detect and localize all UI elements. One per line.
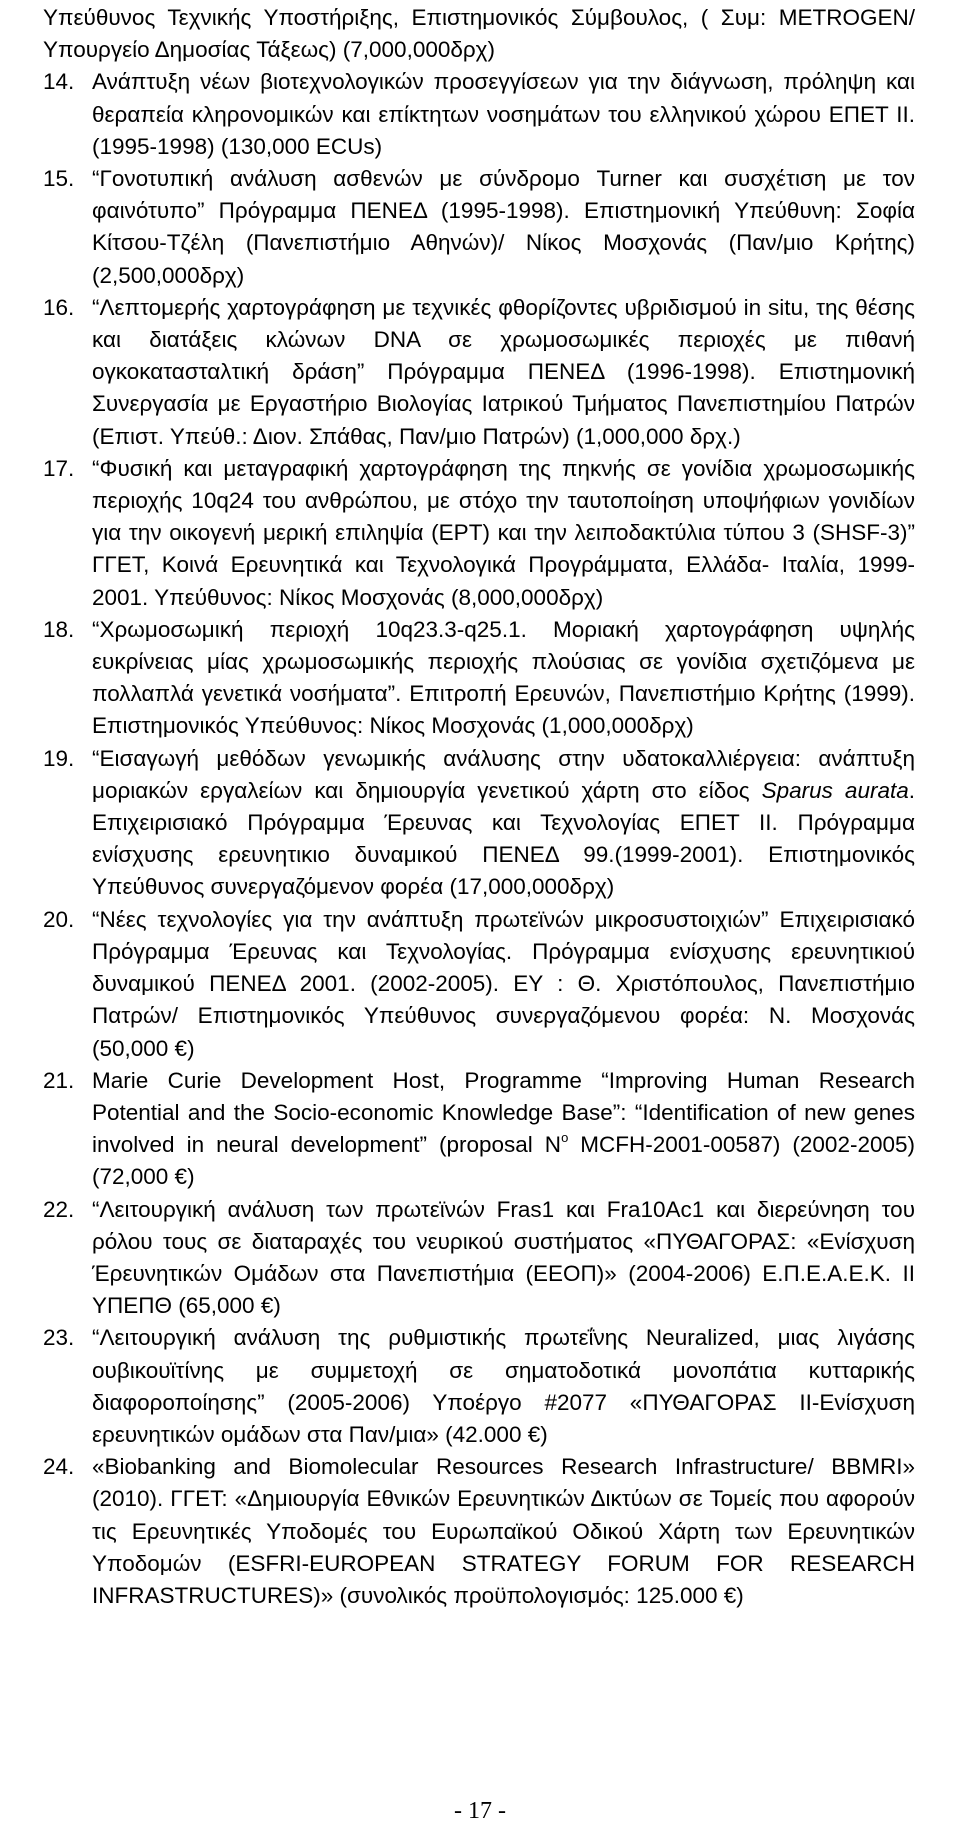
item-text: “Λειτουργική ανάλυση των πρωτεϊνών Fras1 και Fra10Ac1 και διερεύνηση του ρόλου τους σε διαταραχές του νευρικού συστήματος «ΠΥΘΑΓΟΡΑΣ: «Ενίσχυση Έρευνητικών Ομάδων στα Πανεπιστήμια (ΕΕΟΠ)» (2004-2006) Ε.Π.Ε.Α.Ε.Κ. ΙΙ ΥΠΕΠΘ (65,000 €) bbox=[92, 1196, 915, 1319]
item-text: Ανάπτυξη νέων βιοτεχνολογικών προσεγγίσεων για την διάγνωση, πρόληψη και θεραπεία κληρονομικών και επίκτητων νοσημάτων του ελληνικού χώρου ΕΠΕΤ ΙΙ. (1995-1998) (130,000 ECUs) bbox=[92, 69, 915, 159]
list-item bbox=[43, 1451, 915, 1612]
item-text: “Γονοτυπική ανάλυση ασθενών με σύνδρομο Turner και συσχέτιση με τον φαινότυπο” Πρόγραμμα ΠΕΝΕΔ (1995-1998). Επιστημονική Υπεύθυνη: Σοφία Κίτσου-Τζέλη (Πανεπιστήμιο Αθηνών)/ Νίκος Μοσχονάς (Παν/μιο Κρήτης) (2,500,000δρχ) bbox=[92, 166, 915, 288]
item-text: “Νέες τεχνολογίες για την ανάπτυξη πρωτεϊνών μικροσυστοιχιών” Επιχειρισιακό Πρόγραμμα Έρευνας και Τεχνολογίας. Πρόγραμμα ενίσχυσης ερευνητικιού δυναμικού ΠΕΝΕΔ 2001. (2002-2005). ΕΥ : Θ. Χριστόπουλος, Πανεπιστήμιο Πατρών/ Επιστημονικός Υπεύθυνος συνεργαζόμενου φορέα: Ν. Μοσχονάς (50,000 €) bbox=[92, 906, 915, 1061]
item-text bbox=[92, 743, 915, 904]
item-number: 21. bbox=[43, 1067, 75, 1093]
list-item bbox=[43, 614, 915, 743]
item-number: 15. bbox=[43, 166, 75, 192]
list-item bbox=[43, 66, 915, 163]
page-number: - 17 - bbox=[454, 1798, 506, 1824]
list-item bbox=[43, 743, 915, 904]
item-text: “Χρωμοσωμική περιοχή 10q23.3-q25.1. Μοριακή χαρτογράφηση υψηλής ευκρίνειας μίας χρωμοσωμικής περιοχής πλούσιας σε γονίδια σχετιζόμενα με πολλαπλά γενετικά νοσήματα”. Επιτροπή Ερευνών, Πανεπιστήμιο Κρήτης (1999). Επιστημονικός Υπεύθυνος: Νίκος Μοσχονάς (1,000,000δρχ) bbox=[92, 616, 915, 739]
list-item bbox=[43, 292, 915, 453]
item-text: «Biobanking and Biomolecular Resources Research Infrastructure/ BBMRI» (2010). ΓΓΕΤ: «Δημιουργία Εθνικών Ερευνητικών Δικτύων σε Τομείς που αφορούν τις Ερευνητικές Υποδομές του Ευρωπαϊκού Οδικού Χάρτη των Ερευνητικών Υποδομών (ESFRI-EUROPEAN STRATEGY FORUM FOR RESEARCH INFRASTRUCTURES)» (συνολικός προϋπολογισμός: 125.000 €) bbox=[92, 1454, 915, 1608]
superscript-o: o bbox=[561, 1130, 569, 1146]
item-number: 16. bbox=[43, 294, 75, 320]
document-page bbox=[43, 2, 915, 1612]
list-item bbox=[43, 453, 915, 614]
list-item bbox=[43, 1322, 915, 1451]
list-item bbox=[43, 1065, 915, 1194]
item-number: 20. bbox=[43, 906, 75, 932]
item-number: 24. bbox=[43, 1454, 75, 1480]
item-number: 17. bbox=[43, 455, 75, 481]
continued-entry-text: Υπεύθυνος Τεχνικής Υποστήριξης, Επιστημονικός Σύμβουλος, ( Συμ: METROGEN/Υπουργείο Δημοσίας Τάξεως) (7,000,000δρχ) bbox=[43, 5, 915, 63]
item-number: 19. bbox=[43, 745, 75, 771]
item-text-part: . Επιχειρισιακό Πρόγραμμα Έρευνας και Τεχνολογίας ΕΠΕΤ ΙΙ. Πρόγραμμα ενίσχυσης ερευνητικιο δυναμικού ΠΕΝΕΔ 99.(1999-2001). Επιστημονικός Υπεύθυνος συνεργαζόμενον φορέα (17,000,000δρχ) bbox=[92, 777, 915, 900]
list-item bbox=[43, 163, 915, 292]
item-number: 18. bbox=[43, 616, 75, 642]
item-text-part: “Εισαγωγή μεθόδων γενωμικής ανάλυσης στην υδατοκαλλιέργεια: ανάπτυξη μοριακών εργαλείων και δημιουργία γενετικού χάρτη στο είδος bbox=[92, 745, 915, 803]
item-number: 14. bbox=[43, 69, 75, 95]
item-text bbox=[92, 1065, 915, 1194]
list-item bbox=[43, 1194, 915, 1323]
item-number: 23. bbox=[43, 1325, 75, 1351]
species-name: Sparus aurata bbox=[761, 777, 909, 803]
item-text-part: MCFH-2001-00587) (2002-2005) (72,000 €) bbox=[92, 1132, 915, 1190]
item-text: “Λειτουργική ανάλυση της ρυθμιστικής πρωτεΐνης Neuralized, μιας λιγάσης ουβικουϊτίνης με συμμετοχή σε σηματοδοτικά μονοπάτια κυτταρικής διαφοροποίησης” (2005-2006) Υποέργο #2077 «ΠΥΘΑΓΟΡΑΣ ΙΙ-Ενίσχυση ερευνητικών ομάδων στα Παν/μια» (42.000 €) bbox=[92, 1325, 915, 1447]
item-text: “Λεπτομερής χαρτογράφηση με τεχνικές φθορίζοντες υβριδισμού in situ, της θέσης και διατάξεις κλώνων DNA σε χρωμοσωμικές περιοχές με πιθανή ογκοκατασταλτική δράση” Πρόγραμμα ΠΕΝΕΔ (1996-1998). Επιστημονική Συνεργασία με Εργαστήριο Βιολογίας Ιατρικού Τμήματος Πανεπιστημίου Πατρών (Επιστ. Υπεύθ.: Διον. Σπάθας, Παν/μιο Πατρών) (1,000,000 δρχ.) bbox=[92, 294, 915, 449]
item-number: 22. bbox=[43, 1196, 75, 1222]
item-text-part: Marie Curie Development Host, Programme “Improving Human Research Potential and the Socio-economic Knowledge Base”: “Identification of new genes involved in neural development” (proposal N bbox=[92, 1067, 915, 1158]
list-item bbox=[43, 904, 915, 1065]
item-text: “Φυσική και μεταγραφική χαρτογράφηση της πηκνής σε γονίδια χρωμοσωμικής περιοχής 10q24 του ανθρώπου, με στόχο την ταυτοποίηση υποψήφιων γονιδίων για την οικογενή μερική επιληψία (ΕΡΤ) και την λειποδακτύλια τύπου 3 (SHSF-3)” ΓΓΕΤ, Κοινά Ερευνητικά και Τεχνολογικά Προγράμματα, Ελλάδα- Ιταλία, 1999-2001. Υπεύθυνος: Νίκος Μοσχονάς (8,000,000δρχ) bbox=[92, 455, 915, 610]
